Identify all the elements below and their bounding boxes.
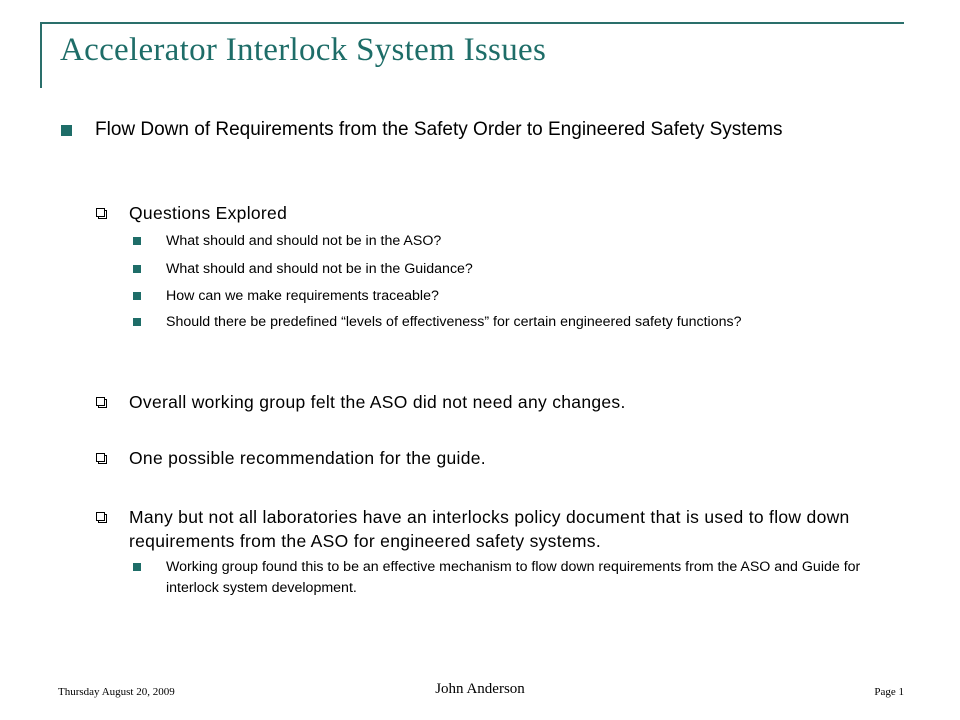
question-text: How can we make requirements traceable? — [166, 288, 439, 304]
square-bullet-icon — [133, 563, 141, 571]
recommendation-text: One possible recommendation for the guide. — [129, 448, 486, 468]
frame-left-line — [40, 22, 42, 88]
square-bullet-icon — [133, 237, 141, 245]
footer-date: Thursday August 20, 2009 — [58, 686, 175, 698]
footer-page-number: Page 1 — [874, 686, 904, 698]
checkbox-bullet-icon — [96, 208, 107, 219]
footer-author: John Anderson — [435, 681, 525, 697]
bullet-main — [95, 117, 875, 143]
policy-sub-text: Working group found this to be an effective mechanism to flow down requirements from the ASO and Guide for interlock system development. — [166, 559, 861, 596]
policy-text: Many but not all laboratories have an interlocks policy document that is used to flow down requirements from the ASO for engineered safety systems. — [129, 507, 850, 551]
checkbox-bullet-icon — [96, 512, 107, 523]
question-item — [166, 231, 866, 252]
square-bullet-icon — [133, 265, 141, 273]
question-item — [166, 286, 866, 307]
checkbox-bullet-icon — [96, 397, 107, 408]
checkbox-bullet-icon — [96, 453, 107, 464]
bullet-policy — [129, 505, 889, 553]
policy-sub-item — [166, 557, 866, 599]
no-changes-text: Overall working group felt the ASO did not need any changes. — [129, 392, 626, 412]
question-text: Should there be predefined “levels of effectiveness” for certain engineered safety functions? — [166, 314, 742, 330]
bullet-main-text: Flow Down of Requirements from the Safety Order to Engineered Safety Systems — [95, 119, 783, 140]
question-item — [166, 259, 866, 280]
frame-top-line — [41, 22, 904, 24]
square-bullet-icon — [133, 292, 141, 300]
square-bullet-icon — [133, 318, 141, 326]
question-text: What should and should not be in the Guidance? — [166, 261, 473, 277]
bullet-recommendation — [129, 446, 889, 470]
question-text: What should and should not be in the ASO? — [166, 233, 442, 249]
questions-heading-text: Questions Explored — [129, 203, 288, 223]
bullet-no-changes — [129, 390, 889, 414]
question-item — [166, 312, 846, 333]
slide-title: Accelerator Interlock System Issues — [60, 32, 547, 68]
bullet-questions-heading — [129, 201, 889, 225]
square-bullet-icon — [61, 125, 72, 136]
